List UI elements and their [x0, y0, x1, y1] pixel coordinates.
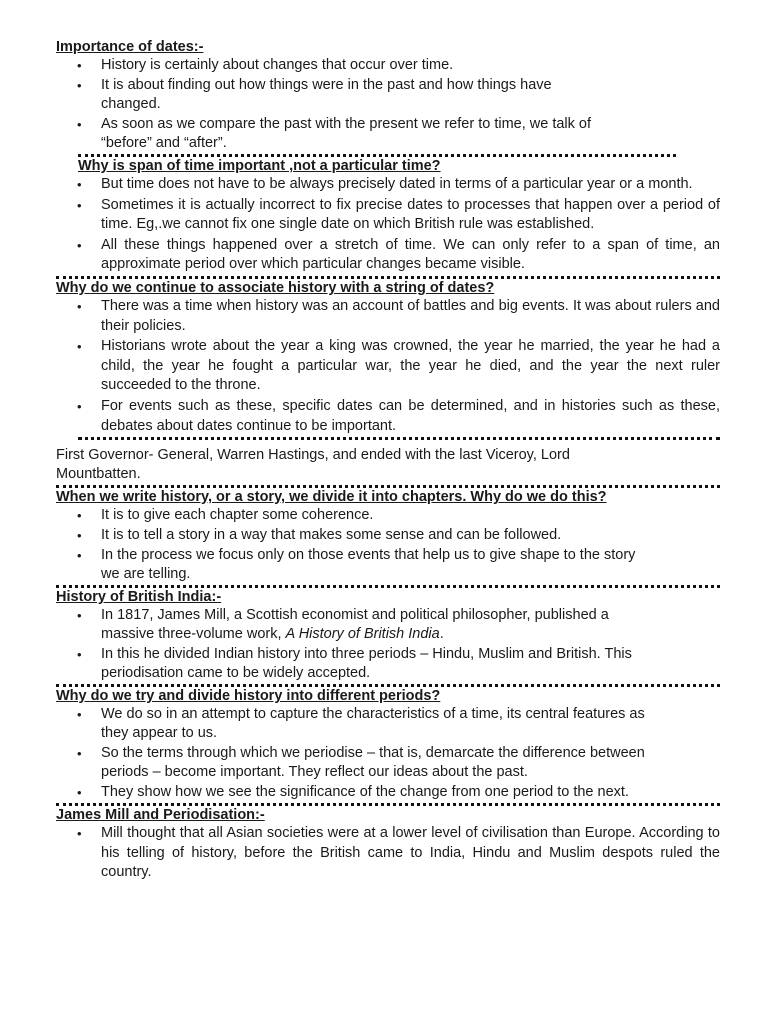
list-mill [56, 824, 720, 883]
list-item: • We do so in an attempt to capture the characteristics of a time, its central features as they appear to us. [77, 706, 645, 742]
heading-james-mill-periodisation: James Mill and Periodisation:- [56, 807, 265, 824]
heading-history-of-british-india: History of British India:- [56, 589, 222, 606]
list-item: • Sometimes it is actually incorrect to fix precise dates to processes that happen over a period of time. Eg,.we cannot fix one single date on which British rule was established. [77, 196, 720, 233]
dotted-divider [78, 437, 720, 440]
bullet-icon: • [77, 608, 82, 624]
heading-importance-of-dates: Importance of dates:- [56, 39, 204, 55]
governor-paragraph: First Governor- General, Warren Hastings, and ended with the last Viceroy, Lord Mountbatten. [56, 447, 570, 483]
list-item: • It is about finding out how things were in the past and how things have changed. [77, 77, 552, 112]
bullet-icon: • [77, 508, 82, 524]
bullet-icon: • [77, 58, 82, 73]
bullet-icon: • [77, 707, 82, 723]
list-item: • They show how we see the significance of the change from one period to the next. [77, 784, 629, 801]
list-item: • Mill thought that all Asian societies were at a lower level of civilisation than Europe. According to his telling of history, before the British came to India, Hindu and Muslim despots ruled the country. [77, 825, 720, 881]
list-item: • In the process we focus only on those events that help us to give shape to the story we are telling. [77, 547, 636, 583]
bullet-icon: • [77, 398, 82, 414]
list-item: • In 1817, James Mill, a Scottish economist and political philosopher, published a massive three-volume work, A History of British India. [77, 607, 609, 643]
list-importance [56, 56, 720, 153]
bullet-icon: • [77, 177, 82, 192]
bullet-icon: • [77, 647, 82, 663]
list-item: • History is certainly about changes that occur over time. [77, 57, 454, 73]
list-span [56, 175, 720, 275]
bullet-icon: • [77, 117, 82, 132]
book-title: A History of British India [285, 626, 440, 643]
heading-span-of-time: Why is span of time important ,not a particular time? [78, 158, 441, 174]
bullet-icon: • [77, 548, 82, 564]
list-item: • So the terms through which we periodise – that is, demarcate the difference between periods – become important. They reflect our ideas about the past. [77, 745, 645, 781]
heading-chapters: When we write history, or a story, we divide it into chapters. Why do we do this? [56, 489, 607, 506]
list-periods [56, 705, 720, 802]
list-item: • But time does not have to be always precisely dated in terms of a particular year or a month. [56, 175, 720, 195]
list-item: • As soon as we compare the past with the present we refer to time, we talk of “before” and “after”. [77, 116, 592, 151]
bullet-icon: • [77, 528, 82, 544]
bullet-icon: • [77, 785, 82, 801]
list-string [56, 297, 720, 436]
list-item: • There was a time when history was an account of battles and big events. It was about rulers and their policies. [77, 297, 720, 334]
list-item: • It is to give each chapter some coherence. [77, 507, 374, 524]
bullet-icon: • [77, 237, 82, 253]
heading-string-of-dates: Why do we continue to associate history with a string of dates? [56, 279, 495, 296]
list-item: • All these things happened over a stretch of time. We can only refer to a span of time, an approximate period over which particular changes became visible. [77, 236, 720, 273]
bullet-icon: • [77, 197, 82, 213]
list-chapters [56, 506, 720, 584]
list-british-india [56, 606, 720, 683]
list-item: • In this he divided Indian history into three periods – Hindu, Muslim and British. This periodisation came to be widely accepted. [77, 646, 632, 682]
bullet-icon: • [77, 298, 82, 314]
bullet-icon: • [77, 78, 82, 93]
heading-divide-into-periods: Why do we try and divide history into different periods? [56, 688, 441, 705]
list-item: • Historians wrote about the year a king was crowned, the year he married, the year he had a child, the year he fought a particular war, the year he died, and the year the next ruler succeeded to the throne. [77, 338, 720, 394]
document-page [56, 38, 720, 884]
list-item: • For events such as these, specific dates can be determined, and in histories such as these, debates about dates continue to be important. [77, 397, 720, 434]
bullet-icon: • [77, 339, 82, 355]
bullet-icon: • [77, 746, 82, 762]
bullet-icon: • [77, 826, 82, 842]
list-item: • It is to tell a story in a way that makes some sense and can be followed. [77, 527, 562, 544]
